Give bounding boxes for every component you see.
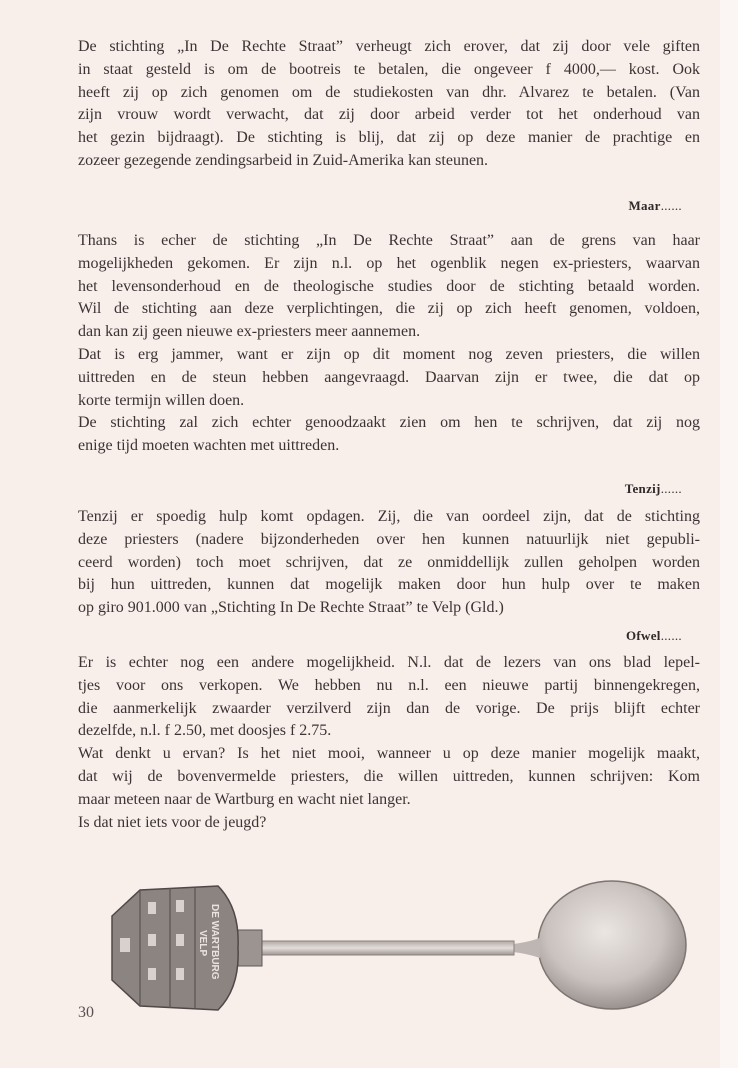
text-line: die aanmerkelijk zwaarder verzilverd zijn dan de vorige. De prijs blijft echter bbox=[78, 699, 700, 717]
section-heading-tenzij bbox=[625, 481, 682, 497]
text-line: ceerd worden) toch moet schrijven, dat ze onmiddellijk zullen geholpen worden bbox=[78, 553, 700, 571]
text-line: Thans is echer de stichting „In De Rechte Straat” aan de grens van haar bbox=[78, 232, 700, 249]
text-line: het levensonderhoud en de theologische studies door de stichting betaald worden. bbox=[78, 277, 700, 295]
text-line: Is dat niet iets voor de jeugd? bbox=[78, 813, 267, 831]
paragraph-2-text bbox=[78, 230, 700, 344]
text-line: Dat is erg jammer, want er zijn op dit moment nog zeven priesters, die willen bbox=[78, 345, 700, 363]
heading-word: Tenzij bbox=[624, 481, 661, 496]
spoon-finial-house bbox=[112, 886, 262, 1010]
text-line: deze priesters (nadere bijzonderheden over hen kunnen natuurlijk niet gepubli- bbox=[78, 530, 700, 548]
text-line: zijn vrouw wordt verwacht, dat zij door arbeid verder tot het onderhoud van bbox=[78, 106, 700, 124]
paragraph-7 bbox=[78, 743, 700, 811]
spoon-lettering: VELP bbox=[197, 930, 208, 957]
heading-dots: ...... bbox=[660, 481, 682, 496]
paragraph-1 bbox=[78, 36, 700, 173]
spoon-bowl bbox=[512, 881, 686, 1009]
text-line: in staat gesteld is om de bootreis te betalen, die ongeveer f 4000,— kost. Ook bbox=[78, 60, 700, 78]
paragraph-3 bbox=[78, 344, 700, 412]
heading-word: Maar bbox=[628, 198, 661, 213]
text-line: Er is echter nog een andere mogelijkheid. N.l. dat de lezers van ons blad lepel- bbox=[78, 654, 700, 671]
heading-dots: ...... bbox=[660, 198, 682, 213]
text-line: dan kan zij geen nieuwe ex-priesters meer aannemen. bbox=[78, 323, 421, 341]
text-line: mogelijkheden gekomen. Er zijn n.l. op het ogenblik negen ex-priesters, waarvan bbox=[78, 254, 700, 272]
spoon-illustration bbox=[100, 868, 700, 1028]
text-line: De stichting „In De Rechte Straat” verheugt zich erover, dat zij door vele giften bbox=[78, 38, 700, 55]
page-number: 30 bbox=[78, 1004, 94, 1021]
text-line: Wil de stichting aan deze verplichtingen, die zij op zich heeft genomen, voldoen, bbox=[78, 300, 700, 318]
paragraph-4 bbox=[78, 412, 700, 458]
text-line: heeft zij op zich genomen om de studiekosten van dhr. Alvarez te betalen. (Van bbox=[78, 83, 700, 101]
text-line: Tenzij er spoedig hulp komt opdagen. Zij, die van oordeel zijn, dat de stichting bbox=[78, 508, 700, 525]
text-line: dezelfde, n.l. f 2.50, met doosjes f 2.75. bbox=[78, 722, 332, 740]
text-line: Wat denkt u ervan? Is het niet mooi, wanneer u op deze manier mogelijk maakt, bbox=[78, 745, 700, 763]
text-line: bij hun uittreden, kunnen dat mogelijk maken door hun hulp over te maken bbox=[78, 576, 700, 594]
spoon-handle bbox=[260, 941, 514, 955]
heading-dots: ...... bbox=[660, 628, 682, 643]
paragraph-6 bbox=[78, 652, 700, 834]
spoon-lettering: DE WARTBURG bbox=[209, 904, 220, 980]
paragraph-6-text bbox=[78, 652, 700, 743]
paragraph-8 bbox=[78, 812, 700, 835]
text-line: maar meteen naar de Wartburg en wacht niet langer. bbox=[78, 790, 411, 808]
section-heading-ofwel bbox=[626, 628, 682, 644]
text-line: De stichting zal zich echter genoodzaakt zien om hen te schrijven, dat zij nog bbox=[78, 414, 700, 432]
text-line: uittreden en de steun hebben aangevraagd. Daarvan zijn er twee, die dat op bbox=[78, 368, 700, 386]
text-line: zozeer gezegende zendingsarbeid in Zuid-Amerika kan steunen. bbox=[78, 151, 489, 169]
text-line: het gezin bijdraagt). De stichting is blij, dat zij op deze manier de prachtige en bbox=[78, 129, 700, 147]
text-line: op giro 901.000 van „Stichting In De Rechte Straat” te Velp (Gld.) bbox=[78, 599, 504, 617]
text-line: tjes voor ons verkopen. We hebben nu n.l. een nieuwe partij binnengekregen, bbox=[78, 676, 700, 694]
section-heading-maar bbox=[628, 198, 682, 214]
text-line: enige tijd moeten wachten met uittreden. bbox=[78, 437, 340, 455]
paragraph-2 bbox=[78, 230, 700, 458]
text-line: dat wij de bovenvermelde priesters, die willen uittreden, kunnen schrijven: Kom bbox=[78, 767, 700, 785]
paragraph-5 bbox=[78, 506, 700, 620]
text-line: korte termijn willen doen. bbox=[78, 391, 245, 409]
heading-word: Ofwel bbox=[625, 628, 661, 643]
